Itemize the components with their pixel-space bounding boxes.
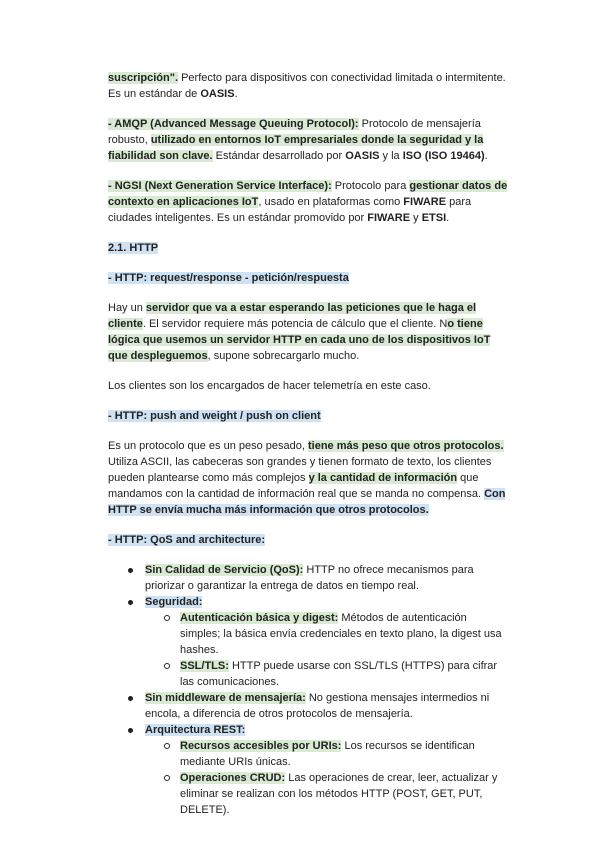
list-subitem-ssl: SSL/TLS: HTTP puede usarse con SSL/TLS (HTTPS) para cifrar las comunicaciones. bbox=[108, 658, 508, 690]
document-body bbox=[108, 70, 508, 818]
paragraph-amqp: - AMQP (Advanced Message Queuing Protocol): Protocolo de mensajería robusto, utilizado en entornos IoT empresariales donde la seguridad y la fiabilidad son clave. Estándar desarrollado por OASIS y la ISO (ISO 19464). bbox=[108, 118, 488, 162]
paragraph-weight: Es un protocolo que es un peso pesado, tiene más peso que otros protocolos. Utiliza ASCII, las cabeceras son grandes y tienen formato de texto, los clientes pueden plantearse como más complejos y la cantidad de información que mandamos con la cantidad de información real que se manda no compensa. Con HTTP se envía mucha más información que otros protocolos. bbox=[108, 440, 506, 516]
list-item-middleware: Sin middleware de mensajería: No gestiona mensajes intermedios ni encola, a diferencia de otros protocolos de mensajería. bbox=[108, 690, 508, 722]
list-subitem-crud: Operaciones CRUD: Las operaciones de crear, leer, actualizar y eliminar se realizan con los métodos HTTP (POST, GET, PUT, DELETE). bbox=[108, 770, 508, 818]
list-subitem-uris: Recursos accesibles por URIs: Los recursos se identifican mediante URIs únicas. bbox=[108, 738, 508, 770]
paragraph-ngsi: - NGSI (Next Generation Service Interface): Protocolo para gestionar datos de contexto en aplicaciones IoT, usado en plataformas como FIWARE para ciudades inteligentes. Es un estándar promovido por FIWARE y ETSI. bbox=[108, 180, 508, 224]
list-item-qos: Sin Calidad de Servicio (QoS): HTTP no ofrece mecanismos para priorizar o garantizar la entrega de datos en tiempo real. bbox=[108, 562, 508, 594]
section-heading-http: 2.1. HTTP bbox=[108, 242, 159, 254]
subheading-qos-architecture: - HTTP: QoS and architecture: bbox=[108, 534, 266, 546]
list-item-security: Seguridad: bbox=[108, 594, 508, 610]
list-subitem-auth: Autenticación básica y digest: Métodos de autenticación simples; la básica envía credenciales en texto plano, la digest usa hashes. bbox=[108, 610, 508, 658]
paragraph-server: Hay un servidor que va a estar esperando las peticiones que le haga el cliente. El servidor requiere más potencia de cálculo que el cliente. No tiene lógica que usemos un servidor HTTP en cada uno de los dispositivos IoT que despleguemos, supone sobrecargarlo mucho. bbox=[108, 302, 491, 362]
paragraph-mqtt-end: suscripción". Perfecto para dispositivos con conectividad limitada o intermitente. Es un estándar de OASIS. bbox=[108, 72, 506, 100]
paragraph-telemetry: Los clientes son los encargados de hacer telemetría en este caso. bbox=[108, 380, 431, 392]
bullet-list bbox=[108, 562, 508, 818]
subheading-push-weight: - HTTP: push and weight / push on client bbox=[108, 410, 321, 422]
subheading-request-response: - HTTP: request/response - petición/respuesta bbox=[108, 272, 349, 284]
list-item-rest: Arquitectura REST: bbox=[108, 722, 508, 738]
